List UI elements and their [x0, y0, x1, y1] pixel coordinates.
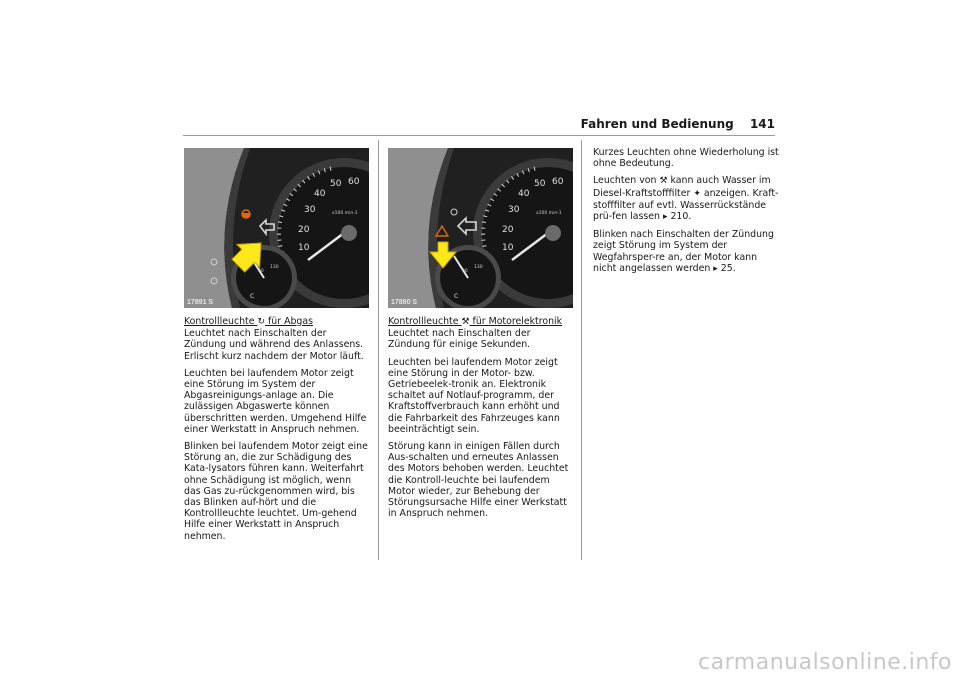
column-notes	[593, 147, 779, 281]
page-ref-icon: ▸	[713, 263, 718, 274]
paragraph: Leuchten bei laufendem Motor zeigt eine Störung im System der Abgasreinigungs-anlage an. Die zulässigen Abgaswerte können überschritten werden. Umgehend Hilfe einer Werkstatt in Anspruch nehmen.	[184, 367, 367, 435]
dial-number: 40	[518, 189, 530, 199]
figure-id: 17880 S	[391, 299, 418, 306]
column-divider	[581, 140, 582, 560]
column-exhaust	[184, 316, 370, 548]
dial-number: 60	[552, 177, 564, 187]
wrench-warning-icon: ⚒	[659, 176, 668, 187]
dial-number: 50	[534, 179, 546, 189]
heading-text: Kontrollleuchte	[184, 316, 255, 327]
figure-id: 17891 S	[187, 299, 214, 306]
paragraph	[593, 229, 779, 275]
gauge-label: C	[454, 293, 459, 300]
header-rule	[183, 135, 775, 136]
dial-number: 40	[314, 189, 326, 199]
gauge-label: 130	[270, 265, 279, 270]
paragraph: Leuchten bei laufendem Motor zeigt eine Störung in der Motor- bzw. Getriebeelek-tronik an. Elektronik schaltet auf Notlauf-programm, der Kraftstoffverbrauch kann erhöht und die Fahrbarkeit des Fahrzeuges kann beeinträchtigt sein.	[388, 356, 560, 435]
paragraph: Störung kann in einigen Fällen durch Aus-schalten und erneutes Anlassen des Motors behoben werden. Leuchtet die Kontroll-leuchte bei laufendem Motor wieder, zur Behebung der Störungsursache Hilfe einer Werkstatt in Anspruch nehmen.	[388, 441, 569, 520]
gauge-label: 90	[258, 269, 264, 274]
figure-instrument-engine-electronics	[388, 148, 573, 308]
page-ref-icon: ▸	[662, 212, 668, 223]
dial-number: 10	[298, 243, 310, 253]
dial-number: 30	[508, 205, 520, 215]
text-run: kann auch Wasser im Diesel-Kraftstofffilter	[593, 175, 771, 199]
page-number: 141	[749, 117, 775, 131]
watermark: carmanualsonline.info	[698, 650, 952, 675]
paragraph: Blinken bei laufendem Motor zeigt eine Störung an, die zur Schädigung des Kata-lysators führen kann. Weiterfahrt ohne Schädigung ist möglich, wenn das Gas zu-rückgenommen wird, bis das Blinken auf-hört und die Kontrollleuchte leuchtet. Um-gehend Hilfe einer Werkstatt in Anspruch nehmen.	[184, 441, 368, 542]
section-title: Fahren und Bedienung	[580, 117, 734, 131]
figure-instrument-exhaust	[184, 148, 369, 308]
heading-text: für Abgas	[265, 316, 314, 327]
dial-number: 30	[304, 205, 316, 215]
engine-check-icon: ↻	[257, 317, 266, 327]
wrench-warning-icon: ⚒	[461, 317, 470, 327]
heading-text: Kontrollleuchte	[388, 316, 459, 327]
page-reference: 210.	[667, 211, 692, 223]
paragraph: Kurzes Leuchten ohne Wiederholung ist ohne Bedeutung.	[593, 147, 779, 170]
column-divider	[378, 140, 379, 560]
page-reference: 25.	[717, 262, 736, 274]
page-header	[581, 117, 775, 131]
text-run: Leuchten von	[593, 175, 657, 187]
gauge-label: C	[250, 293, 255, 300]
dial-number: 50	[330, 179, 342, 189]
paragraph: Leuchtet nach Einschalten der Zündung für einige Sekunden.	[388, 328, 531, 351]
dial-number: 10	[502, 243, 514, 253]
paragraph: Leuchtet nach Einschalten der Zündung und während des Anlassens. Erlischt kurz nachdem der Motor läuft.	[184, 328, 364, 362]
text-run: anzeigen. Kraft-stofffilter auf evtl. Wasserrückstände prü-fen lassen	[593, 187, 779, 223]
dial-number: 20	[298, 225, 310, 235]
gauge-label: 90	[462, 269, 468, 274]
text-run: Blinken nach Einschalten der Zündung zeigt Störung im System der Wegfahrsper-re an, der Motor kann nicht angelassen werden	[593, 229, 774, 274]
dial-unit: x100 min-1	[536, 211, 562, 216]
dial-number: 20	[502, 225, 514, 235]
filter-icon: ✦	[693, 188, 701, 199]
dial-number: 60	[348, 177, 360, 187]
section-heading	[388, 316, 574, 328]
paragraph	[593, 175, 779, 223]
gauge-label: 130	[474, 265, 483, 270]
heading-text: für Motorelektronik	[469, 316, 563, 327]
section-heading	[184, 316, 370, 328]
column-engine-electronics	[388, 316, 574, 525]
dial-unit: x100 min-1	[332, 211, 358, 216]
